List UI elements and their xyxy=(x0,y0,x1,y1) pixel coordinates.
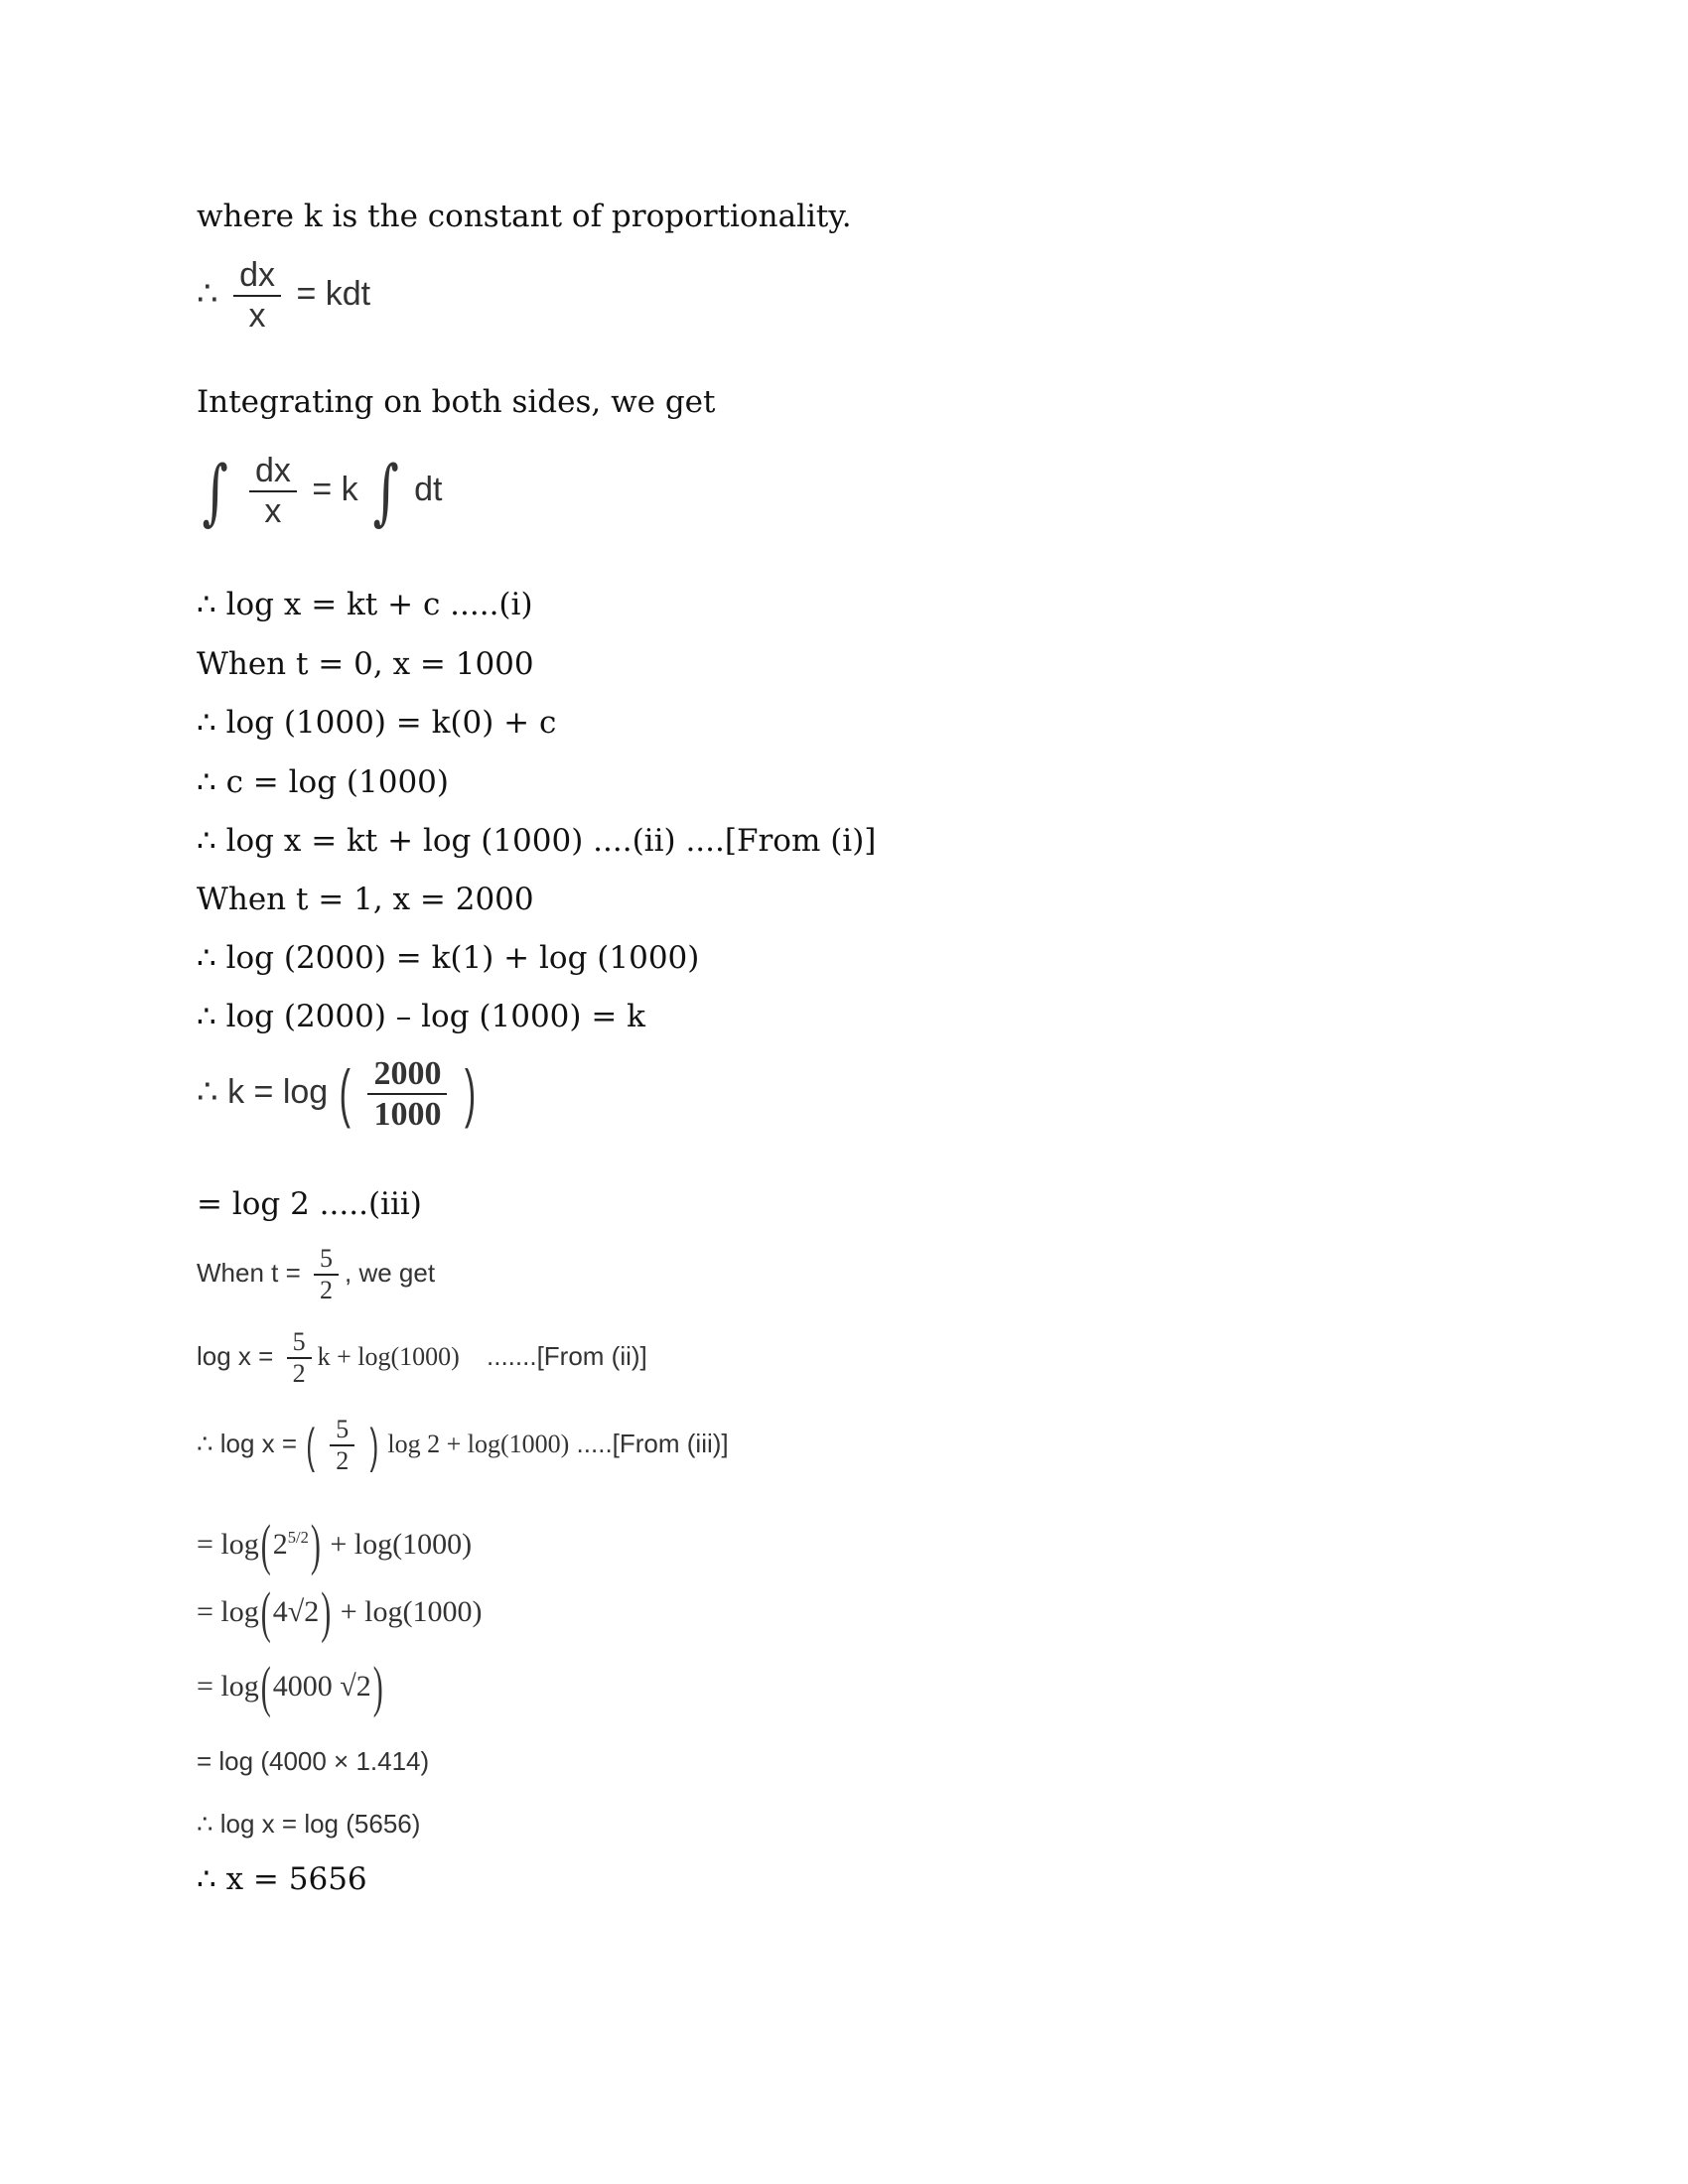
fraction-denominator: 2 xyxy=(320,1275,334,1304)
fraction-5-2 xyxy=(287,1327,312,1389)
fraction-numerator: 2000 xyxy=(367,1054,447,1095)
fraction-dx-x xyxy=(249,452,297,531)
fraction-numerator: 5 xyxy=(330,1415,354,1446)
left-paren: ( xyxy=(260,1581,271,1645)
equation-prefix: = log xyxy=(197,1595,259,1628)
equation-suffix: + log(1000) xyxy=(330,1528,473,1561)
therefore-symbol: ∴ xyxy=(197,275,218,314)
right-paren: ) xyxy=(464,1057,477,1131)
final-answer: ∴ x = 5656 xyxy=(197,1861,367,1897)
equation-suffix: , we get xyxy=(345,1257,436,1288)
equation-step-1 xyxy=(197,1514,473,1577)
left-paren: ( xyxy=(306,1417,315,1474)
right-paren: ) xyxy=(321,1581,332,1645)
equation-integral xyxy=(197,450,443,534)
left-paren: ( xyxy=(260,1656,271,1719)
equation-note: .......[From (ii)] xyxy=(487,1340,647,1371)
integrating-text: Integrating on both sides, we get xyxy=(197,384,716,420)
equation-suffix: + log(1000) xyxy=(340,1595,483,1628)
right-paren: ) xyxy=(372,1656,383,1719)
left-paren: ( xyxy=(260,1514,271,1577)
equation-t xyxy=(197,1244,435,1305)
fraction-numerator: dx xyxy=(233,256,281,297)
equation-inner: 4000 √2 xyxy=(272,1670,371,1703)
right-paren: ) xyxy=(369,1417,379,1474)
right-paren: ) xyxy=(310,1514,321,1577)
fraction-denominator: x xyxy=(264,492,282,531)
step-line: ∴ log x = kt + log (1000) ....(ii) ....[From (i)] xyxy=(197,823,877,859)
step-line: ∴ log (2000) – log (1000) = k xyxy=(197,999,645,1034)
fraction-2000-1000 xyxy=(367,1054,447,1134)
equation-step-2 xyxy=(197,1581,483,1645)
equation-suffix: k + log(1000) xyxy=(317,1341,460,1371)
step-line: = log 2 .....(iii) xyxy=(197,1186,422,1222)
fraction-denominator: x xyxy=(248,297,266,336)
fraction-numerator: 5 xyxy=(314,1244,339,1276)
step-line: ∴ log x = kt + c .....(i) xyxy=(197,587,533,622)
equation-rhs: dt xyxy=(414,471,443,509)
equation-step-3 xyxy=(197,1656,385,1719)
equation-prefix: log x = xyxy=(197,1340,274,1371)
fraction-5-2 xyxy=(314,1244,339,1305)
equation-logx-1 xyxy=(197,1327,647,1389)
step-line: When t = 0, x = 1000 xyxy=(197,646,534,682)
equation-suffix: log 2 + log(1000) xyxy=(387,1429,570,1458)
fraction-5-2 xyxy=(330,1415,354,1476)
equation-prefix: = log xyxy=(197,1670,259,1703)
step-line: ∴ c = log (1000) xyxy=(197,764,449,800)
fraction-numerator: 5 xyxy=(287,1327,312,1359)
equation-prefix: ∴ log x = xyxy=(197,1428,298,1458)
equation-prefix: ∴ k = log xyxy=(197,1073,329,1112)
equation-prefix: = log xyxy=(197,1528,259,1561)
equation-mid: = k xyxy=(312,471,358,509)
fraction-denominator: 2 xyxy=(336,1445,350,1475)
equation-dx-over-x xyxy=(197,256,370,336)
fraction-numerator: dx xyxy=(249,452,297,492)
power-exponent: 5/2 xyxy=(287,1528,309,1547)
equation-inner: 4√2 xyxy=(272,1595,320,1628)
fraction-denominator: 1000 xyxy=(373,1096,442,1134)
step-line: When t = 1, x = 2000 xyxy=(197,882,534,917)
equation-rhs: = kdt xyxy=(296,275,371,314)
intro-text: where k is the constant of proportionality. xyxy=(197,199,852,234)
equation-prefix: When t = xyxy=(197,1257,301,1288)
power-base: 2 xyxy=(272,1528,288,1561)
equation-k xyxy=(197,1054,478,1134)
integral-sign: ∫ xyxy=(372,450,399,534)
fraction-dx-x xyxy=(233,256,281,336)
integral-sign: ∫ xyxy=(202,450,228,534)
left-paren: ( xyxy=(339,1057,351,1131)
equation-note: .....[From (iii)] xyxy=(576,1428,729,1458)
step-line: ∴ log (1000) = k(0) + c xyxy=(197,705,557,741)
equation-logx-2 xyxy=(197,1415,729,1476)
step-line: = log (4000 × 1.414) xyxy=(197,1746,430,1776)
step-line: ∴ log x = log (5656) xyxy=(197,1809,421,1839)
step-line: ∴ log (2000) = k(1) + log (1000) xyxy=(197,940,700,976)
fraction-denominator: 2 xyxy=(292,1358,306,1388)
